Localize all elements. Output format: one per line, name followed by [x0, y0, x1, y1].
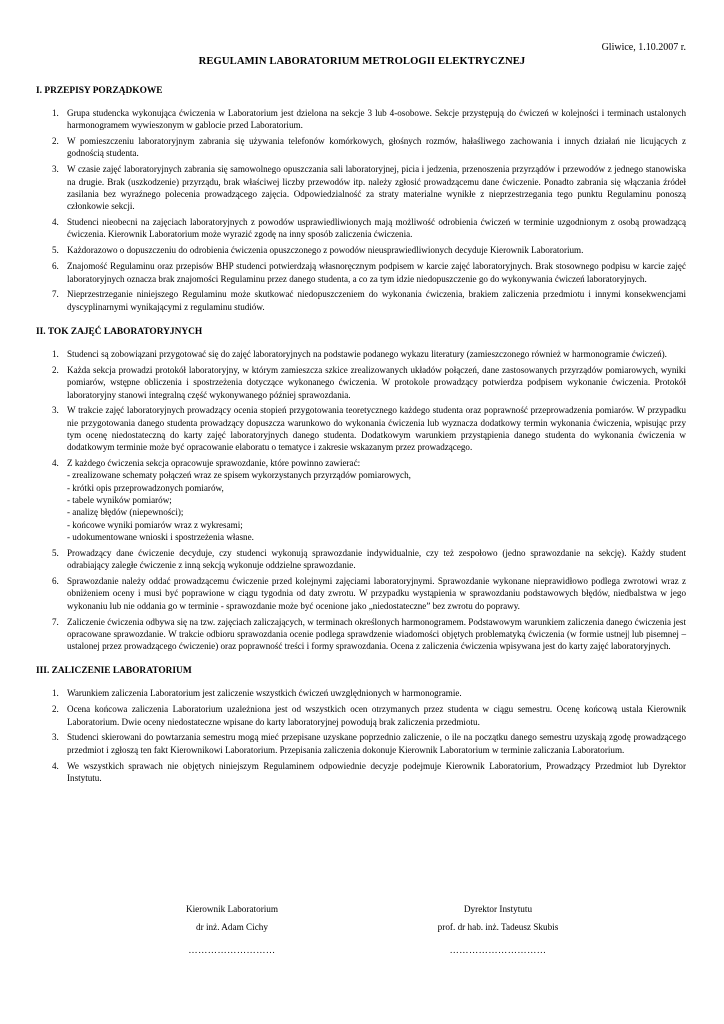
section-list — [36, 687, 686, 784]
list-item — [36, 547, 686, 572]
list-item-number: 4. — [52, 760, 59, 771]
signature-block-institute-director — [418, 901, 578, 960]
list-item-number: 5. — [52, 245, 59, 256]
list-item-text: Z każdego ćwiczenia sekcja opracowuje sprawozdanie, które powinno zawierać: — [67, 458, 361, 469]
list-item-number: 3. — [52, 732, 59, 743]
document-body — [36, 85, 686, 788]
section-heading: II. TOK ZAJĘĆ LABORATORYJNYCH — [36, 327, 203, 338]
list-item-text: W trakcie zajęć laboratoryjnych prowadzący ocenia stopień przygotowania teoretycznego każdego studenta oraz poprawność przeprowadzenia pomiarów. W przypadku nie przygotowania danego studenta prowadzący dopuszcza warunkowo do wykonania ćwiczenia lub wyznacza dodatkowy termin wykonania ćwiczenia, wpisując przy tym ocenę niedostateczną do karty zajęć laboratoryjnych danego studenta. Dodatkowym warunkiem przystąpienia danego studenta do wykonania ćwiczenia w dodatkowym terminie może być opracowanie elaboratu o tematyce i zakresie wskazanym przez prowadzącego. — [67, 405, 686, 453]
list-item-text: Znajomość Regulaminu oraz przepisów BHP studenci potwierdzają własnoręcznym podpisem w karcie zajęć laboratoryjnych. Brak stosownego podpisu w karcie zajęć laboratoryjnych oznacza brak znajomości Regulaminu przez danego studenta, a co za tym idzie niedopuszczenie go do wykonywania ćwiczeń laboratoryjnych. — [67, 261, 686, 284]
signature-role: Dyrektor Instytutu — [463, 904, 533, 914]
document-date: Gliwice, 1.10.2007 r. — [601, 42, 686, 53]
section-heading: I. PRZEPISY PORZĄDKOWE — [36, 86, 163, 96]
list-item-text: Studenci są zobowiązani przygotować się do zajęć laboratoryjnych na podstawie podanego wykazu literatury (zamieszczonego również w harmonogramie ćwiczeń). — [67, 349, 667, 360]
list-item-text: Warunkiem zaliczenia Laboratorium jest zaliczenie wszystkich ćwiczeń uwzględnionych w harmonogramie. — [67, 688, 462, 699]
list-item-number: 4. — [52, 217, 59, 228]
list-item-text: W czasie zajęć laboratoryjnych zabrania się samowolnego opuszczania sali laboratoryjnej, picia i jedzenia, przenoszenia przyrządów i przewodów z jednego stanowiska na drugie. Brak (uszkodzenie) przyrządu, brak właściwej liczby przewodów itp. należy zgłosić prowadzącemu dane ćwiczenie. Ponadto zabrania się włączania źródeł zasilania bez wyraźnego polecenia prowadzącego zajęcia. Odpowiedzialność za straty materialne wynikłe z nieprzestrzegania tego punktu Regulaminu ponoszą członkowie sekcji. — [67, 164, 686, 212]
list-item-number: 7. — [52, 289, 59, 300]
list-item-text: Grupa studencka wykonująca ćwiczenia w Laboratorium jest dzielona na sekcje 3 lub 4-osobowe. Sekcje przystępują do ćwiczeń w kolejności i terminach ustalonych harmonogramem wywieszonym w gablocie przed Laboratorium. — [67, 108, 686, 131]
section-list — [36, 348, 686, 652]
list-item-text: Każdorazowo o dopuszczeniu do odrobienia ćwiczenia opuszczonego z powodów nieusprawiedliwionych decyduje Kierownik Laboratorium. — [67, 245, 584, 256]
list-item — [36, 135, 686, 160]
list-item — [36, 703, 686, 728]
list-item-number: 1. — [52, 108, 59, 118]
signature-block-lab-head — [152, 901, 312, 960]
list-item — [36, 163, 686, 212]
list-item — [36, 575, 686, 612]
list-item-number: 3. — [52, 405, 59, 416]
list-item-text: W pomieszczeniu laboratoryjnym zabrania się używania telefonów komórkowych, głośnych rozmów, hałaśliwego zachowania i innych działań nie licujących z godnością studenta. — [67, 136, 686, 159]
list-item — [36, 616, 686, 653]
list-item — [36, 457, 686, 543]
list-item — [36, 687, 686, 699]
list-item — [36, 404, 686, 453]
list-item-number: 7. — [52, 616, 59, 627]
section-list — [36, 107, 686, 313]
report-requirement-line: - analizę błędów (niepewności); — [67, 507, 184, 518]
list-item-text: Nieprzestrzeganie niniejszego Regulaminu może skutkować niedopuszczeniem do wykonania ćwiczenia, brakiem zaliczenia przedmiotu i innymi konsekwencjami dyscyplinarnymi wynikającymi z regulaminu studiów. — [67, 289, 686, 312]
list-item-number: 5. — [52, 547, 59, 558]
list-item — [36, 216, 686, 241]
list-item-number: 2. — [52, 364, 59, 375]
list-item — [36, 731, 686, 756]
list-item-text: Każda sekcja prowadzi protokół laboratoryjny, w którym zamieszcza szkice zrealizowanych układów połączeń, dane zastosowanych przyrządów pomiarowych, wyniki pomiarów, wstępne obliczenia i spostrzeżenia dotyczące wykonanego ćwiczenia. W protokole prowadzący potwierdza podpisem wykonanie ćwiczenia. Protokół laboratoryjny stanowi integralną część wykonywanego później sprawozdania. — [67, 364, 686, 400]
list-item-text: Ocena końcowa zaliczenia Laboratorium uzależniona jest od wszystkich ocen otrzymanych przez studenta w ciągu semestru. Ocenę końcową ustala Kierownik Laboratorium. Dwie oceny niedostateczne wpisane do karty laboratoryjnej powodują brak zaliczenia przedmiotu. — [67, 704, 686, 727]
document-title: REGULAMIN LABORATORIUM METROLOGII ELEKTRYCZNEJ — [198, 56, 526, 67]
report-requirement-line: - udokumentowane wnioski i spostrzeżenia własne. — [67, 531, 254, 542]
signature-role: Kierownik Laboratorium — [185, 904, 279, 914]
section-heading: III. ZALICZENIE LABORATORIUM — [36, 666, 192, 677]
list-item — [36, 244, 686, 256]
list-item — [36, 107, 686, 132]
list-item-text: Sprawozdanie należy oddać prowadzącemu ćwiczenie przed kolejnymi zajęciami laboratoryjnymi. Sprawozdanie wykonane nieprawidłowo podlega zwrotowi wraz z obniżeniem oceny i musi być poprawione w ciągu tygodnia od daty zwrotu. W przypadku wystąpienia w sprawozdaniu podstawowych błędów, niedbalstwa w jego wykonaniu lub nie oddania go w terminie - sprawozdanie może być ocenione jako „niedostateczne” bez zwrotu do poprawy. — [67, 576, 686, 611]
list-item-number: 2. — [52, 136, 59, 147]
report-requirement-line: - tabele wyników pomiarów; — [67, 495, 172, 506]
list-item-number: 2. — [52, 704, 59, 715]
list-item — [36, 260, 686, 285]
signature-name: dr inż. Adam Cichy — [196, 921, 268, 932]
report-requirement-line: - końcowe wyniki pomiarów wraz z wykresami; — [67, 519, 243, 530]
list-item-number: 6. — [52, 261, 59, 272]
list-item — [36, 288, 686, 313]
list-item — [36, 348, 686, 360]
list-item-text: We wszystkich sprawach nie objętych niniejszym Regulaminem odpowiednie decyzje podejmuje Kierownik Laboratorium, Prowadzący Przedmiot lub Dyrektor Instytutu. — [67, 760, 686, 783]
report-requirement-line: - zrealizowane schematy połączeń wraz ze spisem wykorzystanych przyrządów pomiarowych, — [67, 470, 411, 481]
list-item-number: 4. — [52, 458, 59, 469]
list-item-number: 1. — [52, 688, 59, 699]
signature-name: prof. dr hab. inż. Tadeusz Skubis — [437, 921, 559, 932]
list-item-number: 1. — [52, 349, 59, 360]
list-item-number: 3. — [52, 164, 59, 175]
list-item-text: Prowadzący dane ćwiczenie decyduje, czy studenci wykonują sprawozdanie indywidualnie, czy też zespołowo (jedno sprawozdanie na sekcję). Każdy student odrabiający zaległe ćwiczenie z inną sekcją wykonuje oddzielne sprawozdanie. — [67, 547, 686, 571]
list-item-text: Studenci nieobecni na zajęciach laboratoryjnych z powodów usprawiedliwionych mają możliwość odrobienia ćwiczeń w terminie uzgodnionym z osobą prowadzącą ćwiczenia. Kierownik Laboratorium może wyrazić zgodę na inny sposób zaliczenia ćwiczenia. — [67, 217, 686, 240]
report-requirement-line: - krótki opis przeprowadzonych pomiarów, — [67, 482, 224, 493]
list-item — [36, 364, 686, 401]
signature-line: ………………………… — [449, 945, 547, 955]
list-item-text: Studenci skierowani do powtarzania semestru mogą mieć przepisane uzyskane poprzednio zaliczenie, o ile na początku danego semestru uzyskają zgodę prowadzącego przedmiot i zgłoszą ten fakt Kierownikowi Laboratorium. Przepisania zaliczenia dokonuje Kierownik Laboratorium w terminie zaliczania Laboratorium. — [67, 732, 686, 755]
list-item-number: 6. — [52, 576, 59, 587]
list-item-text: Zaliczenie ćwiczenia odbywa się na tzw. zajęciach zaliczających, w terminach określonych harmonogramem. Podstawowym warunkiem zaliczenia danego ćwiczenia jest opracowane sprawozdanie. W trakcie odbioru sprawozdania ocenie podlega sprawdzenie wiadomości objętych problematyką ćwiczenia (w formie ustnej| lub pisemnej – ustalonej przez prowadzącego ćwiczenie) oraz poprawność treści i formy sprawozdania. Ocena z zaliczenia ćwiczenia wpisywana jest do karty zajęć laboratoryjnych. — [67, 616, 686, 652]
signature-line: ……………………… — [188, 945, 276, 955]
list-item — [36, 760, 686, 785]
